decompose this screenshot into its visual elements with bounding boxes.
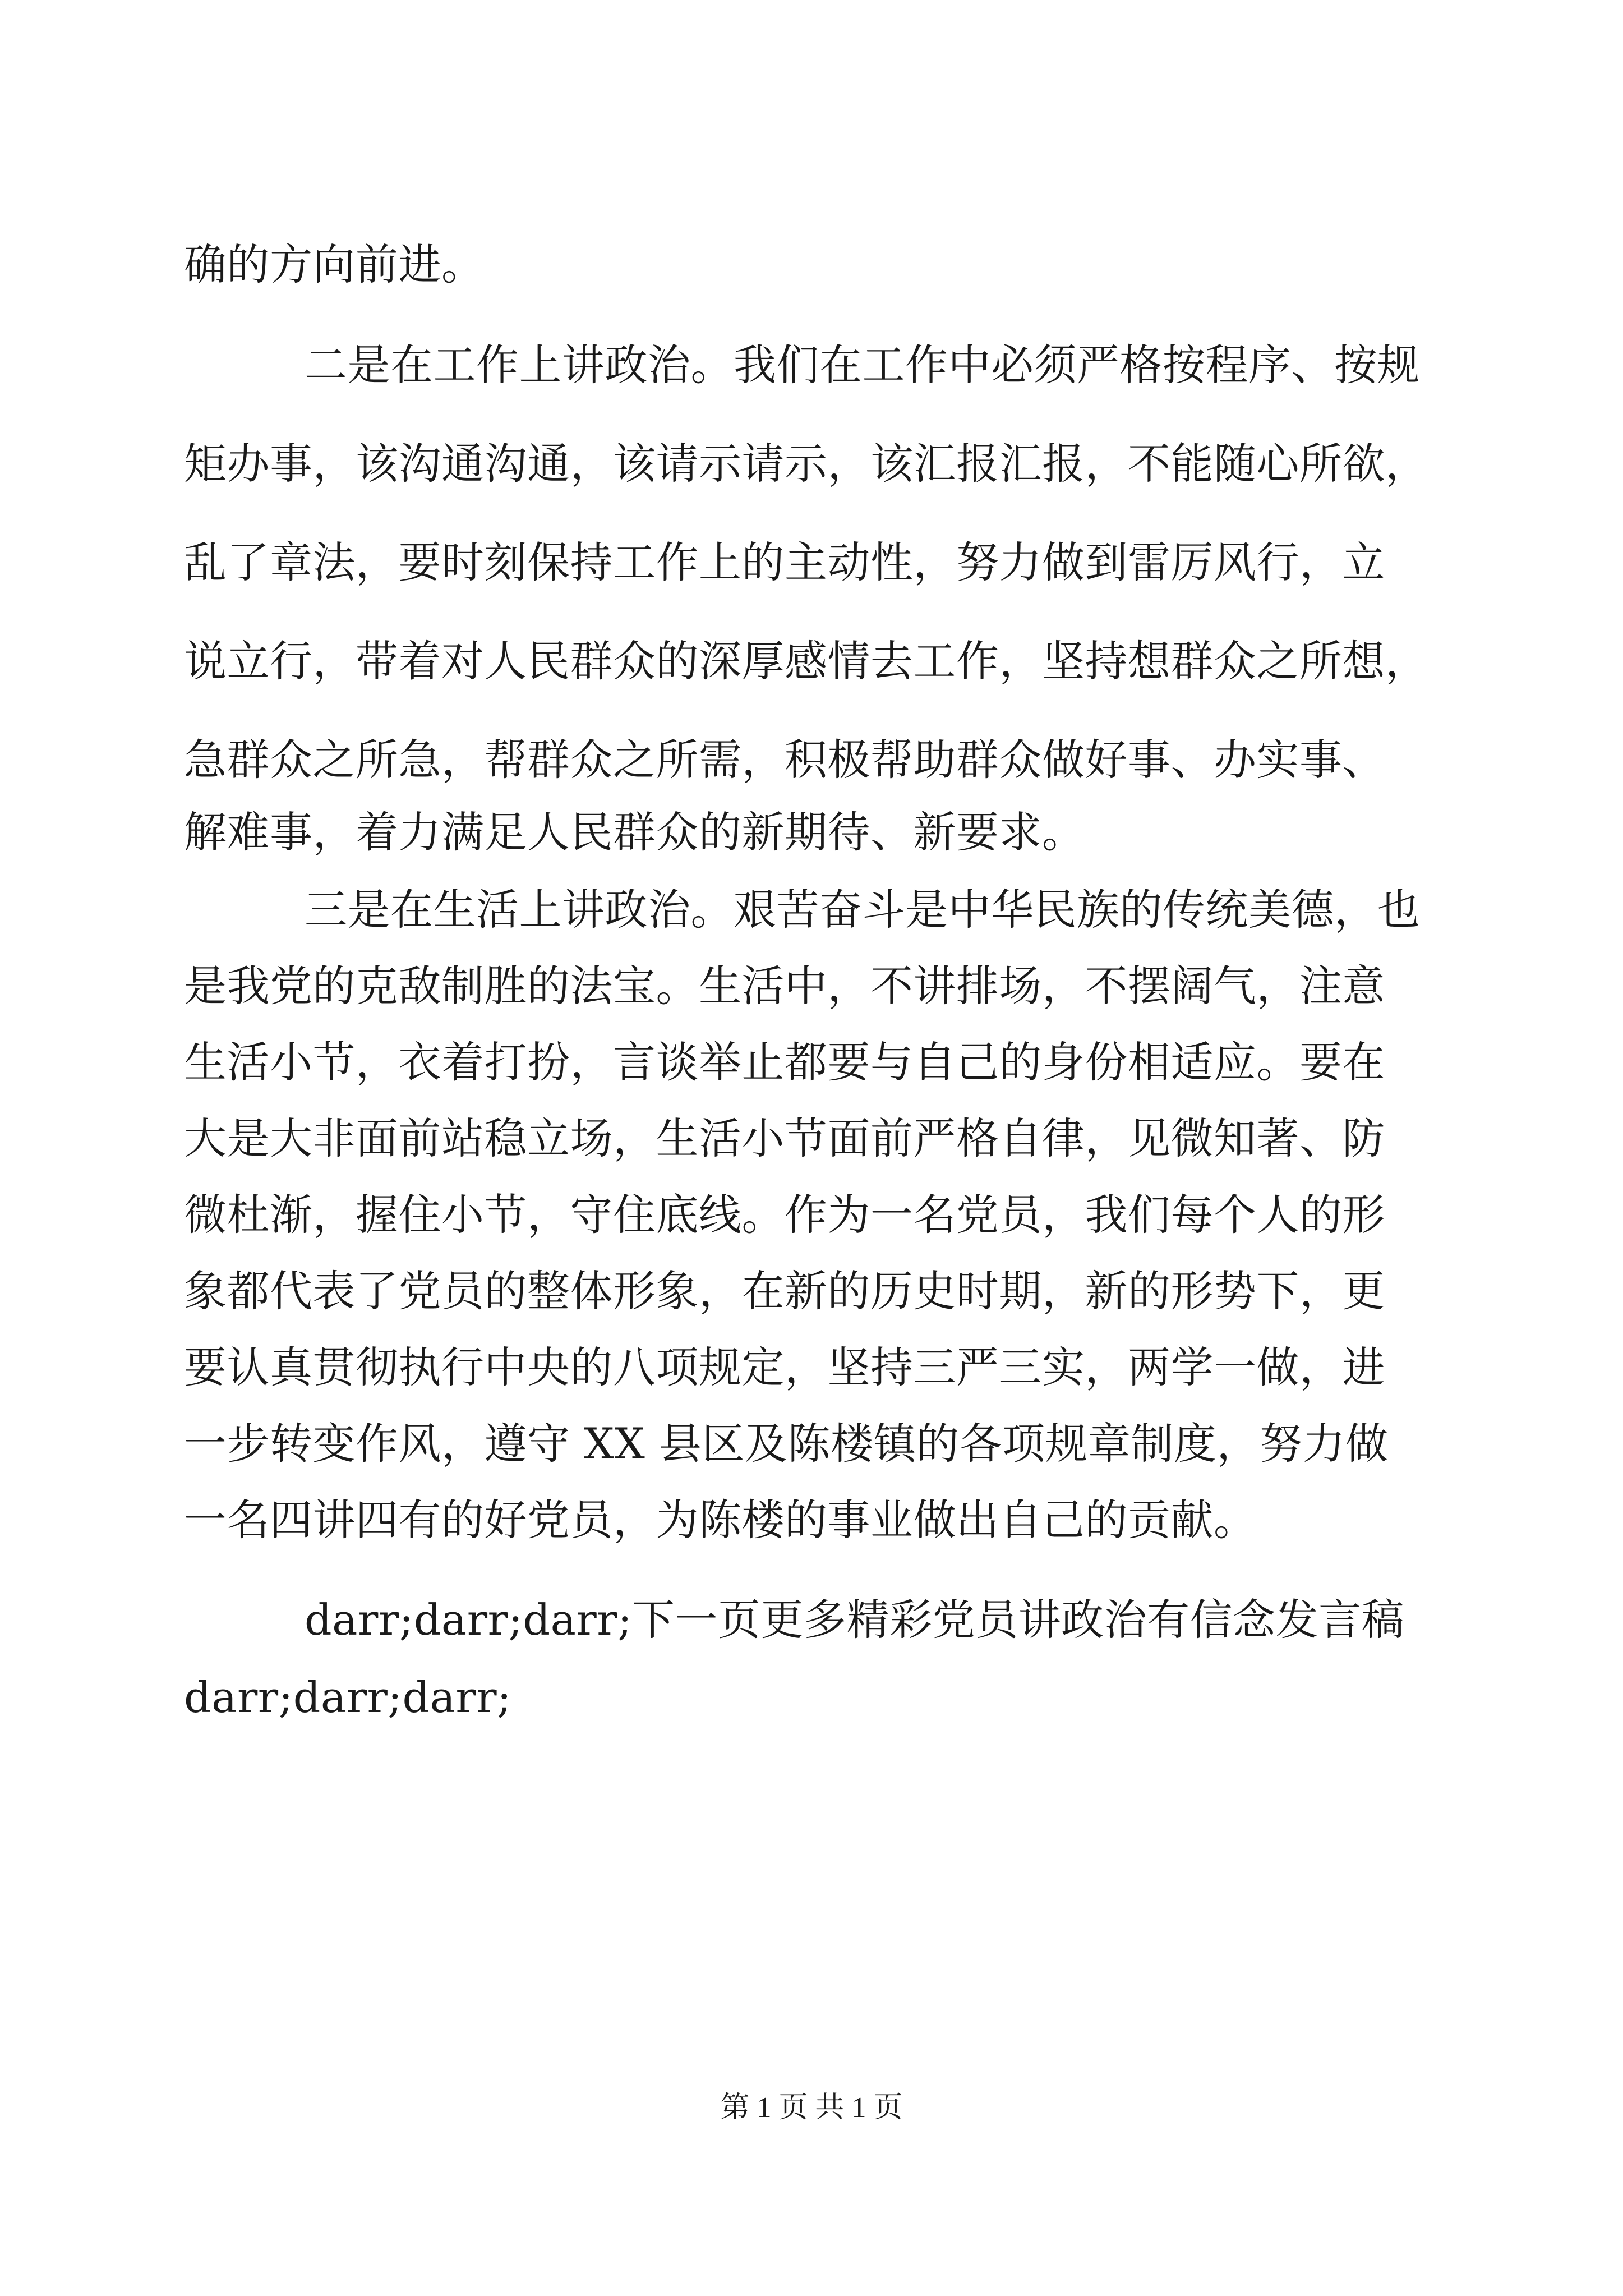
page-number-footer: 第 1 页 共 1 页 — [720, 2092, 903, 2124]
text-line: 要认真贯彻执行中央的八项规定，坚持三严三实，两学一做，进 — [184, 1342, 1385, 1392]
text-line: 急群众之所急，帮群众之所需，积极帮助群众做好事、办实事、 — [184, 735, 1385, 785]
text-line: 一名四讲四有的好党员，为陈楼的事业做出自己的贡献。 — [184, 1495, 1257, 1545]
text-line: 大是大非面前站稳立场，生活小节面前严格自律，见微知著、防 — [184, 1114, 1385, 1163]
text-line: 矩办事，该沟通沟通，该请示请示，该汇报汇报，不能随心所欲， — [184, 439, 1428, 489]
text-line: 说立行，带着对人民群众的深厚感情去工作，坚持想群众之所想， — [184, 636, 1428, 686]
next-page-link-line-continued[interactable]: darr;darr;darr; — [184, 1672, 512, 1722]
text-line: 生活小节，衣着打扮，言谈举止都要与自己的身份相适应。要在 — [184, 1037, 1385, 1087]
paragraph-2-line: 二是在工作上讲政治。我们在工作中必须严格按程序、按规 — [305, 340, 1420, 390]
text-line: 解难事，着力满足人民群众的新期待、新要求。 — [184, 807, 1085, 857]
paragraph-3-line: 三是在生活上讲政治。艰苦奋斗是中华民族的传统美德，也 — [305, 885, 1420, 935]
text-line: 确的方向前进。 — [184, 240, 485, 289]
text-line: 乱了章法，要时刻保持工作上的主动性，努力做到雷厉风行，立 — [184, 537, 1385, 587]
text-line: 一步转变作风，遵守 XX 县区及陈楼镇的各项规章制度，努力做 — [184, 1419, 1389, 1469]
text-line: 象都代表了党员的整体形象，在新的历史时期，新的形势下，更 — [184, 1266, 1385, 1316]
text-line: 是我党的克敌制胜的法宝。生活中，不讲排场，不摆阔气，注意 — [184, 961, 1385, 1011]
text-line: 微杜渐，握住小节，守住底线。作为一名党员，我们每个人的形 — [184, 1190, 1385, 1240]
next-page-link-line[interactable]: darr;darr;darr;下一页更多精彩党员讲政治有信念发言稿 — [305, 1595, 1405, 1645]
